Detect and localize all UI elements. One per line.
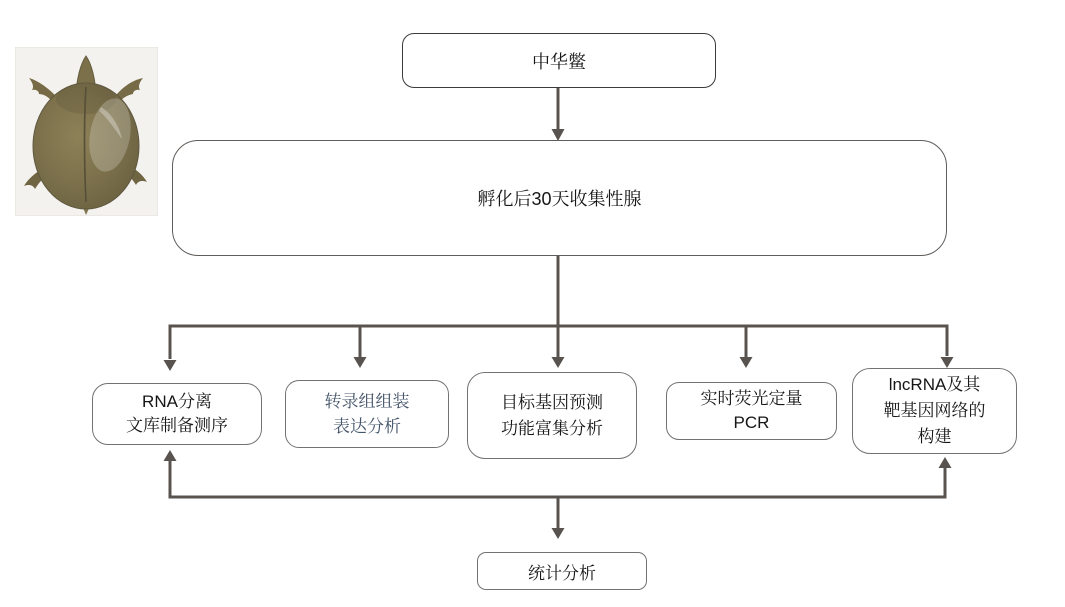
node-lncrna-line3: 构建	[917, 427, 952, 446]
node-target-line2: 功能富集分析	[501, 418, 603, 438]
node-rna-line2: 文库制备测序	[126, 416, 228, 435]
node-rna-line1: RNA分离	[142, 392, 212, 411]
edge-bottom-connector	[164, 450, 952, 539]
node-rna-isolation	[92, 383, 262, 445]
node-transcriptome-line2: 表达分析	[333, 417, 401, 436]
node-root	[402, 33, 716, 88]
node-collect-gonads	[172, 140, 947, 256]
node-lncrna-line2: 靶基因网络的	[883, 401, 986, 420]
edge-collect-branches	[164, 256, 954, 371]
node-collect-label: 孵化后30天收集性腺	[477, 189, 642, 209]
node-transcriptome-line1: 转录组组装	[324, 392, 410, 411]
turtle-photo	[15, 47, 158, 216]
edge-root-to-collect	[552, 88, 565, 141]
node-lncrna-network	[852, 368, 1017, 454]
node-stats-label: 统计分析	[528, 563, 596, 583]
node-target-gene-prediction	[467, 372, 637, 459]
node-root-label: 中华鳖	[532, 51, 586, 72]
node-qpcr	[666, 382, 837, 440]
node-target-line1: 目标基因预测	[501, 392, 603, 412]
node-pcr-line1: 实时荧光定量	[700, 389, 803, 408]
node-transcriptome-assembly	[285, 380, 449, 448]
node-statistical-analysis	[477, 552, 647, 590]
node-lncrna-line1: lncRNA及其	[888, 375, 981, 394]
node-pcr-line2: PCR	[733, 413, 770, 432]
